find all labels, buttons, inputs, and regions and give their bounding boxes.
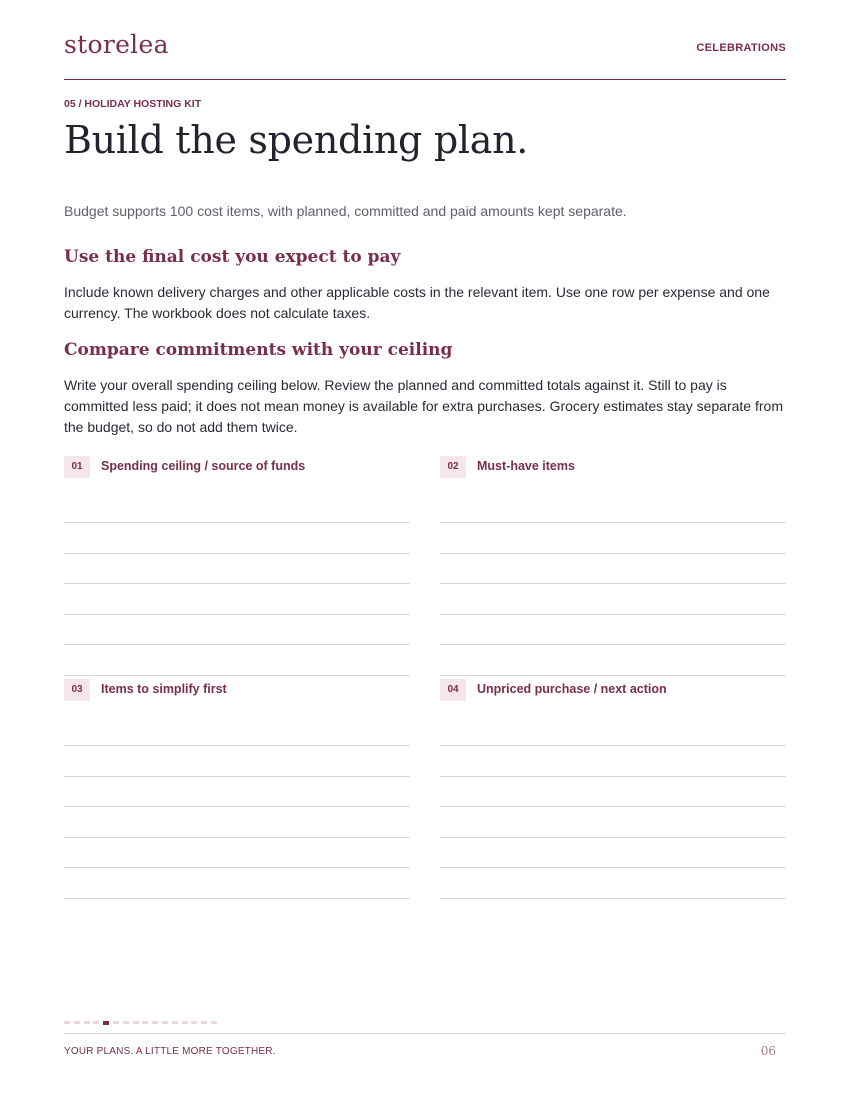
progress-dot	[84, 1021, 90, 1024]
progress-dot	[211, 1021, 217, 1024]
progress-dot	[113, 1021, 119, 1024]
box-label: Must-have items	[477, 459, 575, 473]
box-number: 02	[440, 456, 466, 478]
writing-line[interactable]	[64, 746, 410, 777]
progress-dot	[64, 1021, 70, 1024]
box-number: 04	[440, 679, 466, 701]
writing-line[interactable]	[64, 615, 410, 646]
writing-lines[interactable]	[440, 522, 786, 676]
progress-dot	[191, 1021, 197, 1024]
lead-text: Budget supports 100 cost items, with planned, committed and paid amounts kept separate.	[64, 203, 627, 219]
writing-line[interactable]	[64, 777, 410, 808]
box-label: Unpriced purchase / next action	[477, 682, 667, 696]
writing-line[interactable]	[440, 523, 786, 554]
writing-line[interactable]	[440, 645, 786, 676]
box-label: Items to simplify first	[101, 682, 227, 696]
writing-lines[interactable]	[440, 745, 786, 899]
writing-line[interactable]	[64, 523, 410, 554]
page-title: Build the spending plan.	[64, 118, 529, 162]
writing-line[interactable]	[440, 777, 786, 808]
section-body-final-cost: Include known delivery charges and other applicable costs in the relevant item. Use one row per expense and one currency. The workbook does not calculate taxes.	[64, 284, 770, 321]
progress-dot-current	[103, 1021, 109, 1025]
writing-box-spending-ceiling	[64, 456, 410, 480]
progress-dot	[182, 1021, 188, 1024]
brand-logo: storelea	[64, 30, 169, 59]
writing-line[interactable]	[64, 554, 410, 585]
writing-line[interactable]	[64, 868, 410, 899]
progress-dot	[162, 1021, 168, 1024]
writing-line[interactable]	[440, 554, 786, 585]
writing-box-unpriced-purchase	[440, 679, 786, 703]
footer-tagline: YOUR PLANS. A LITTLE MORE TOGETHER.	[64, 1046, 276, 1057]
kicker: 05 / HOLIDAY HOSTING KIT	[64, 98, 202, 110]
progress-dot	[74, 1021, 80, 1024]
writing-line[interactable]	[440, 838, 786, 869]
writing-lines[interactable]	[64, 522, 410, 676]
progress-dot	[142, 1021, 148, 1024]
writing-line[interactable]	[64, 584, 410, 615]
footer-divider	[64, 1033, 786, 1034]
page-number: 06	[760, 1044, 776, 1058]
progress-dot	[123, 1021, 129, 1024]
section-name: CELEBRATIONS	[696, 42, 786, 54]
section-body-compare: Write your overall spending ceiling below. Review the planned and committed totals against it. Still to pay is committed less paid; it does not mean money is available for extra purchases. Grocery estimates stay separate from the budget, so do not add them twice.	[64, 377, 783, 435]
progress-dot	[133, 1021, 139, 1024]
writing-line[interactable]	[440, 584, 786, 615]
progress-dot	[172, 1021, 178, 1024]
section-heading-compare: Compare commitments with your ceiling	[64, 340, 453, 360]
writing-box-must-have	[440, 456, 786, 480]
writing-box-simplify	[64, 679, 410, 703]
writing-line[interactable]	[440, 868, 786, 899]
page-header	[64, 28, 786, 80]
progress-dot	[201, 1021, 207, 1024]
box-number: 01	[64, 456, 90, 478]
progress-dot	[93, 1021, 99, 1024]
writing-line[interactable]	[440, 807, 786, 838]
writing-line[interactable]	[64, 645, 410, 676]
box-label: Spending ceiling / source of funds	[101, 459, 306, 473]
progress-dot	[152, 1021, 158, 1024]
writing-line[interactable]	[64, 807, 410, 838]
writing-lines[interactable]	[64, 745, 410, 899]
writing-line[interactable]	[64, 838, 410, 869]
box-number: 03	[64, 679, 90, 701]
writing-line[interactable]	[440, 746, 786, 777]
section-heading-final-cost: Use the final cost you expect to pay	[64, 247, 401, 267]
writing-line[interactable]	[440, 615, 786, 646]
